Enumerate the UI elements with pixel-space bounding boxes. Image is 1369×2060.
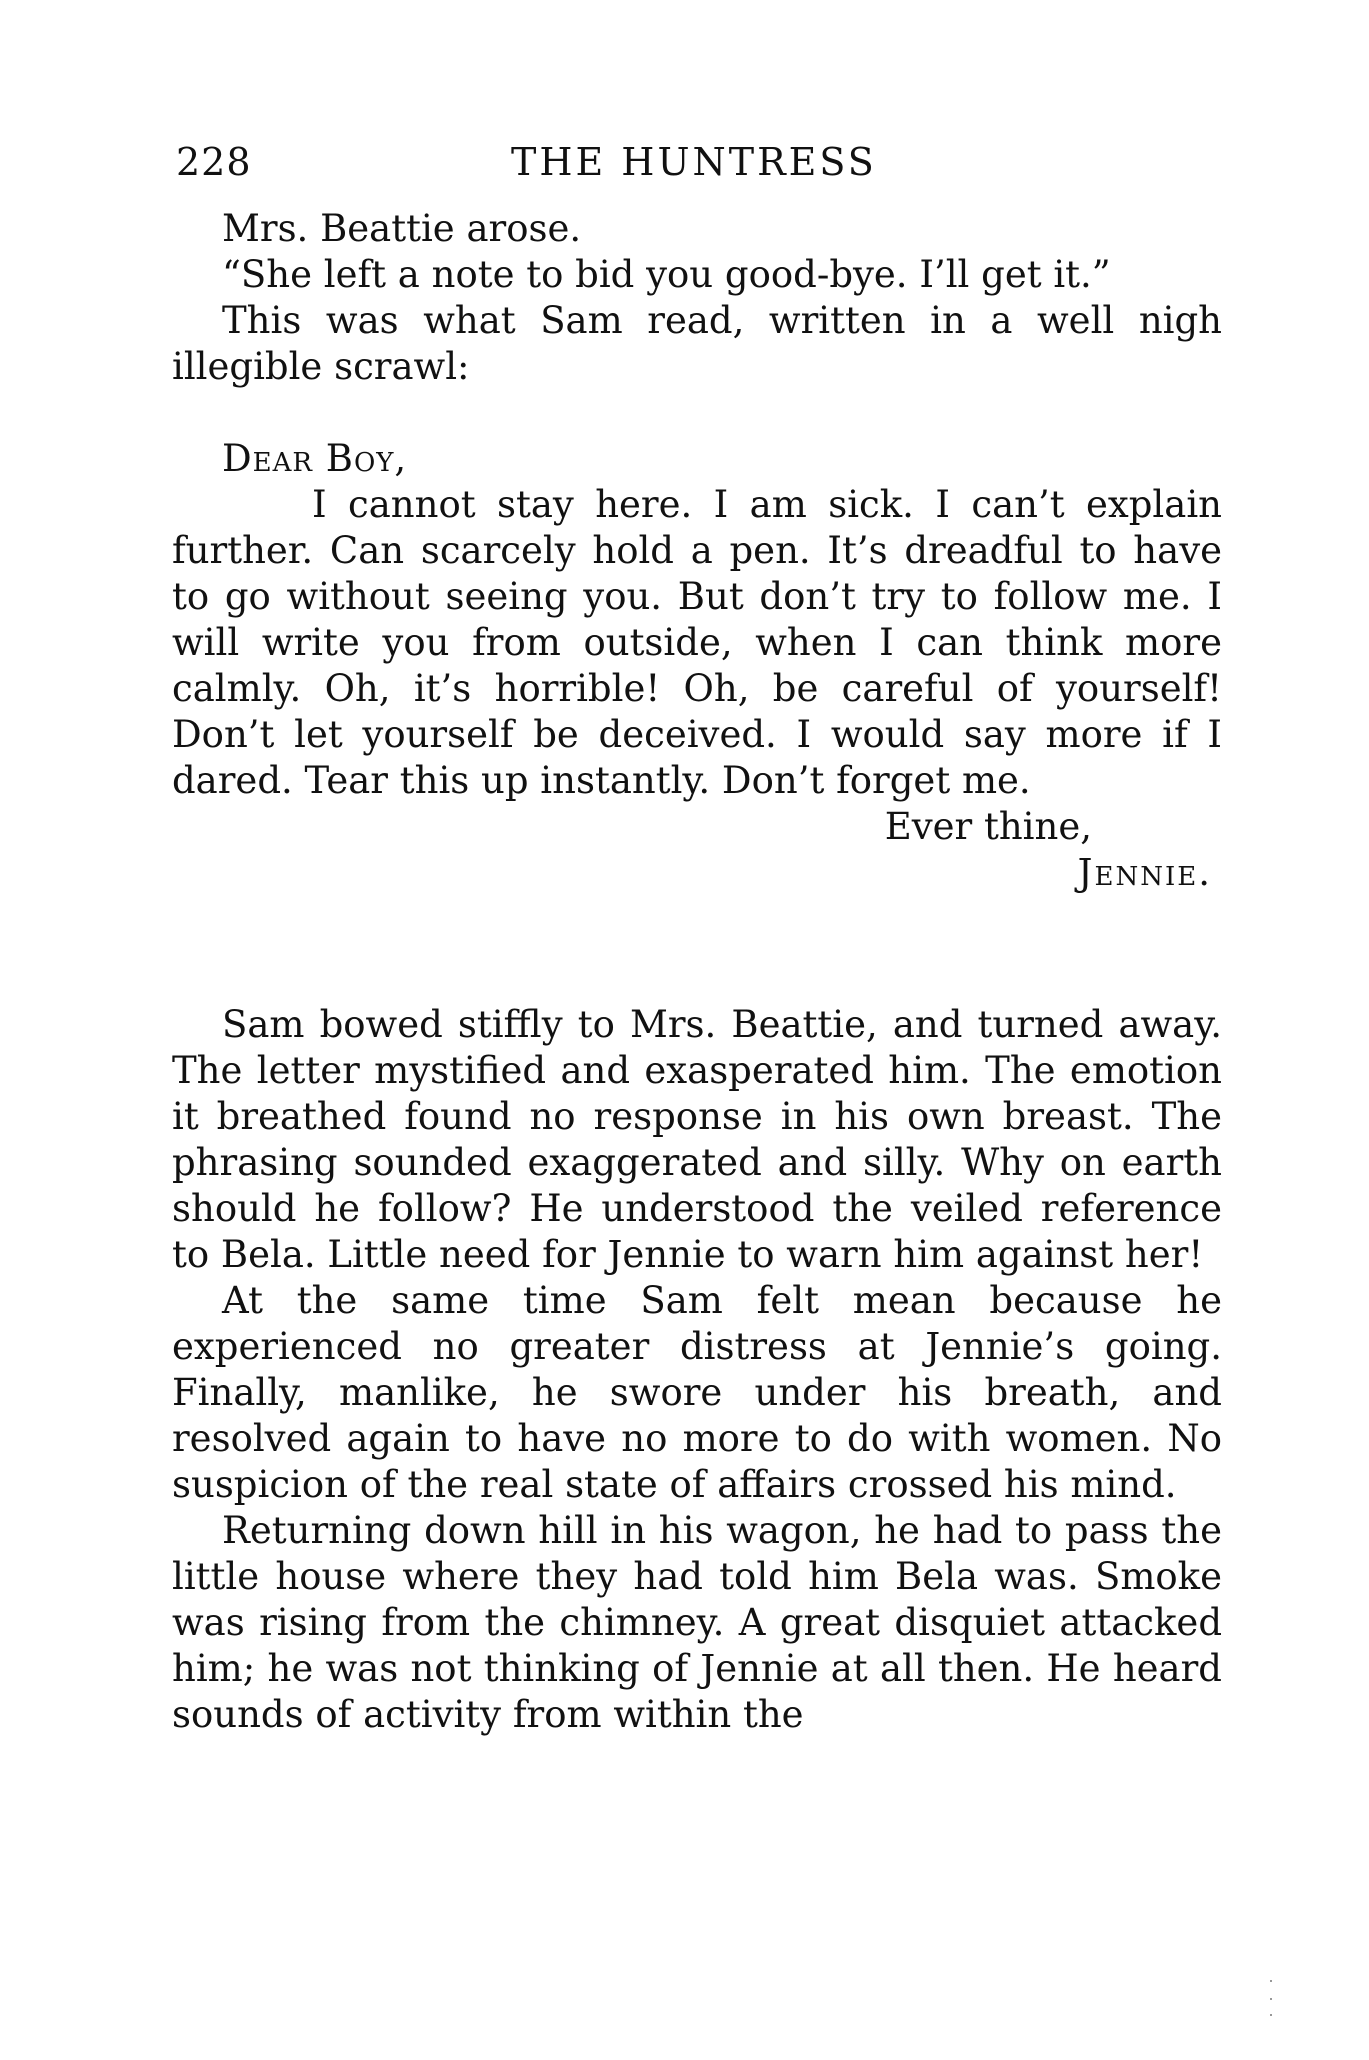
letter-signature: Jennie. (1077, 851, 1212, 894)
narrative-text (172, 1002, 1222, 1738)
opening-text (172, 206, 1222, 390)
running-title: THE HUNTRESS (511, 140, 877, 184)
letter (172, 436, 1222, 896)
letter-body: I cannot stay here. I am sick. I can’t explain further. Can scarcely hold a pen. It’s dreadful to have to go without seeing you. But don’t try to follow me. I will write you from outside, when I can think more calmly. Oh, it’s horrible! Oh, be careful of yourself! Don’t let yourself be deceived. I would say more if I dared. Tear this up instantly. Don’t forget me. (172, 483, 1222, 802)
page-number: 228 (176, 140, 252, 184)
paragraph: Mrs. Beattie arose. (222, 207, 582, 250)
paragraph: This was what Sam read, written in a well nigh illegible scrawl: (172, 299, 1222, 388)
paragraph: At the same time Sam felt mean because he experienced no greater distress at Jennie’s going. Finally, manlike, he swore under his breath, and resolved again to have no more to do with women. No suspicion of the real state of affairs crossed his mind. (172, 1279, 1222, 1506)
print-specks (1270, 1980, 1274, 2020)
page-header (176, 140, 1221, 192)
paragraph: “She left a note to bid you good-bye. I’ll get it.” (222, 253, 1111, 296)
paragraph: Returning down hill in his wagon, he had to pass the little house where they had told him Bela was. Smoke was rising from the chimney. A great disquiet attacked him; he was not thinking of Jennie at all then. He heard sounds of activity from within the (172, 1509, 1222, 1736)
letter-closing: Ever thine, (884, 805, 1092, 848)
letter-salutation: Dear Boy, (222, 437, 408, 480)
paragraph: Sam bowed stiffly to Mrs. Beattie, and turned away. The letter mystified and exasperated him. The emotion it breathed found no response in his own breast. The phrasing sounded exaggerated and silly. Why on earth should he follow? He understood the veiled reference to Bela. Little need for Jennie to warn him against her! (172, 1003, 1222, 1276)
